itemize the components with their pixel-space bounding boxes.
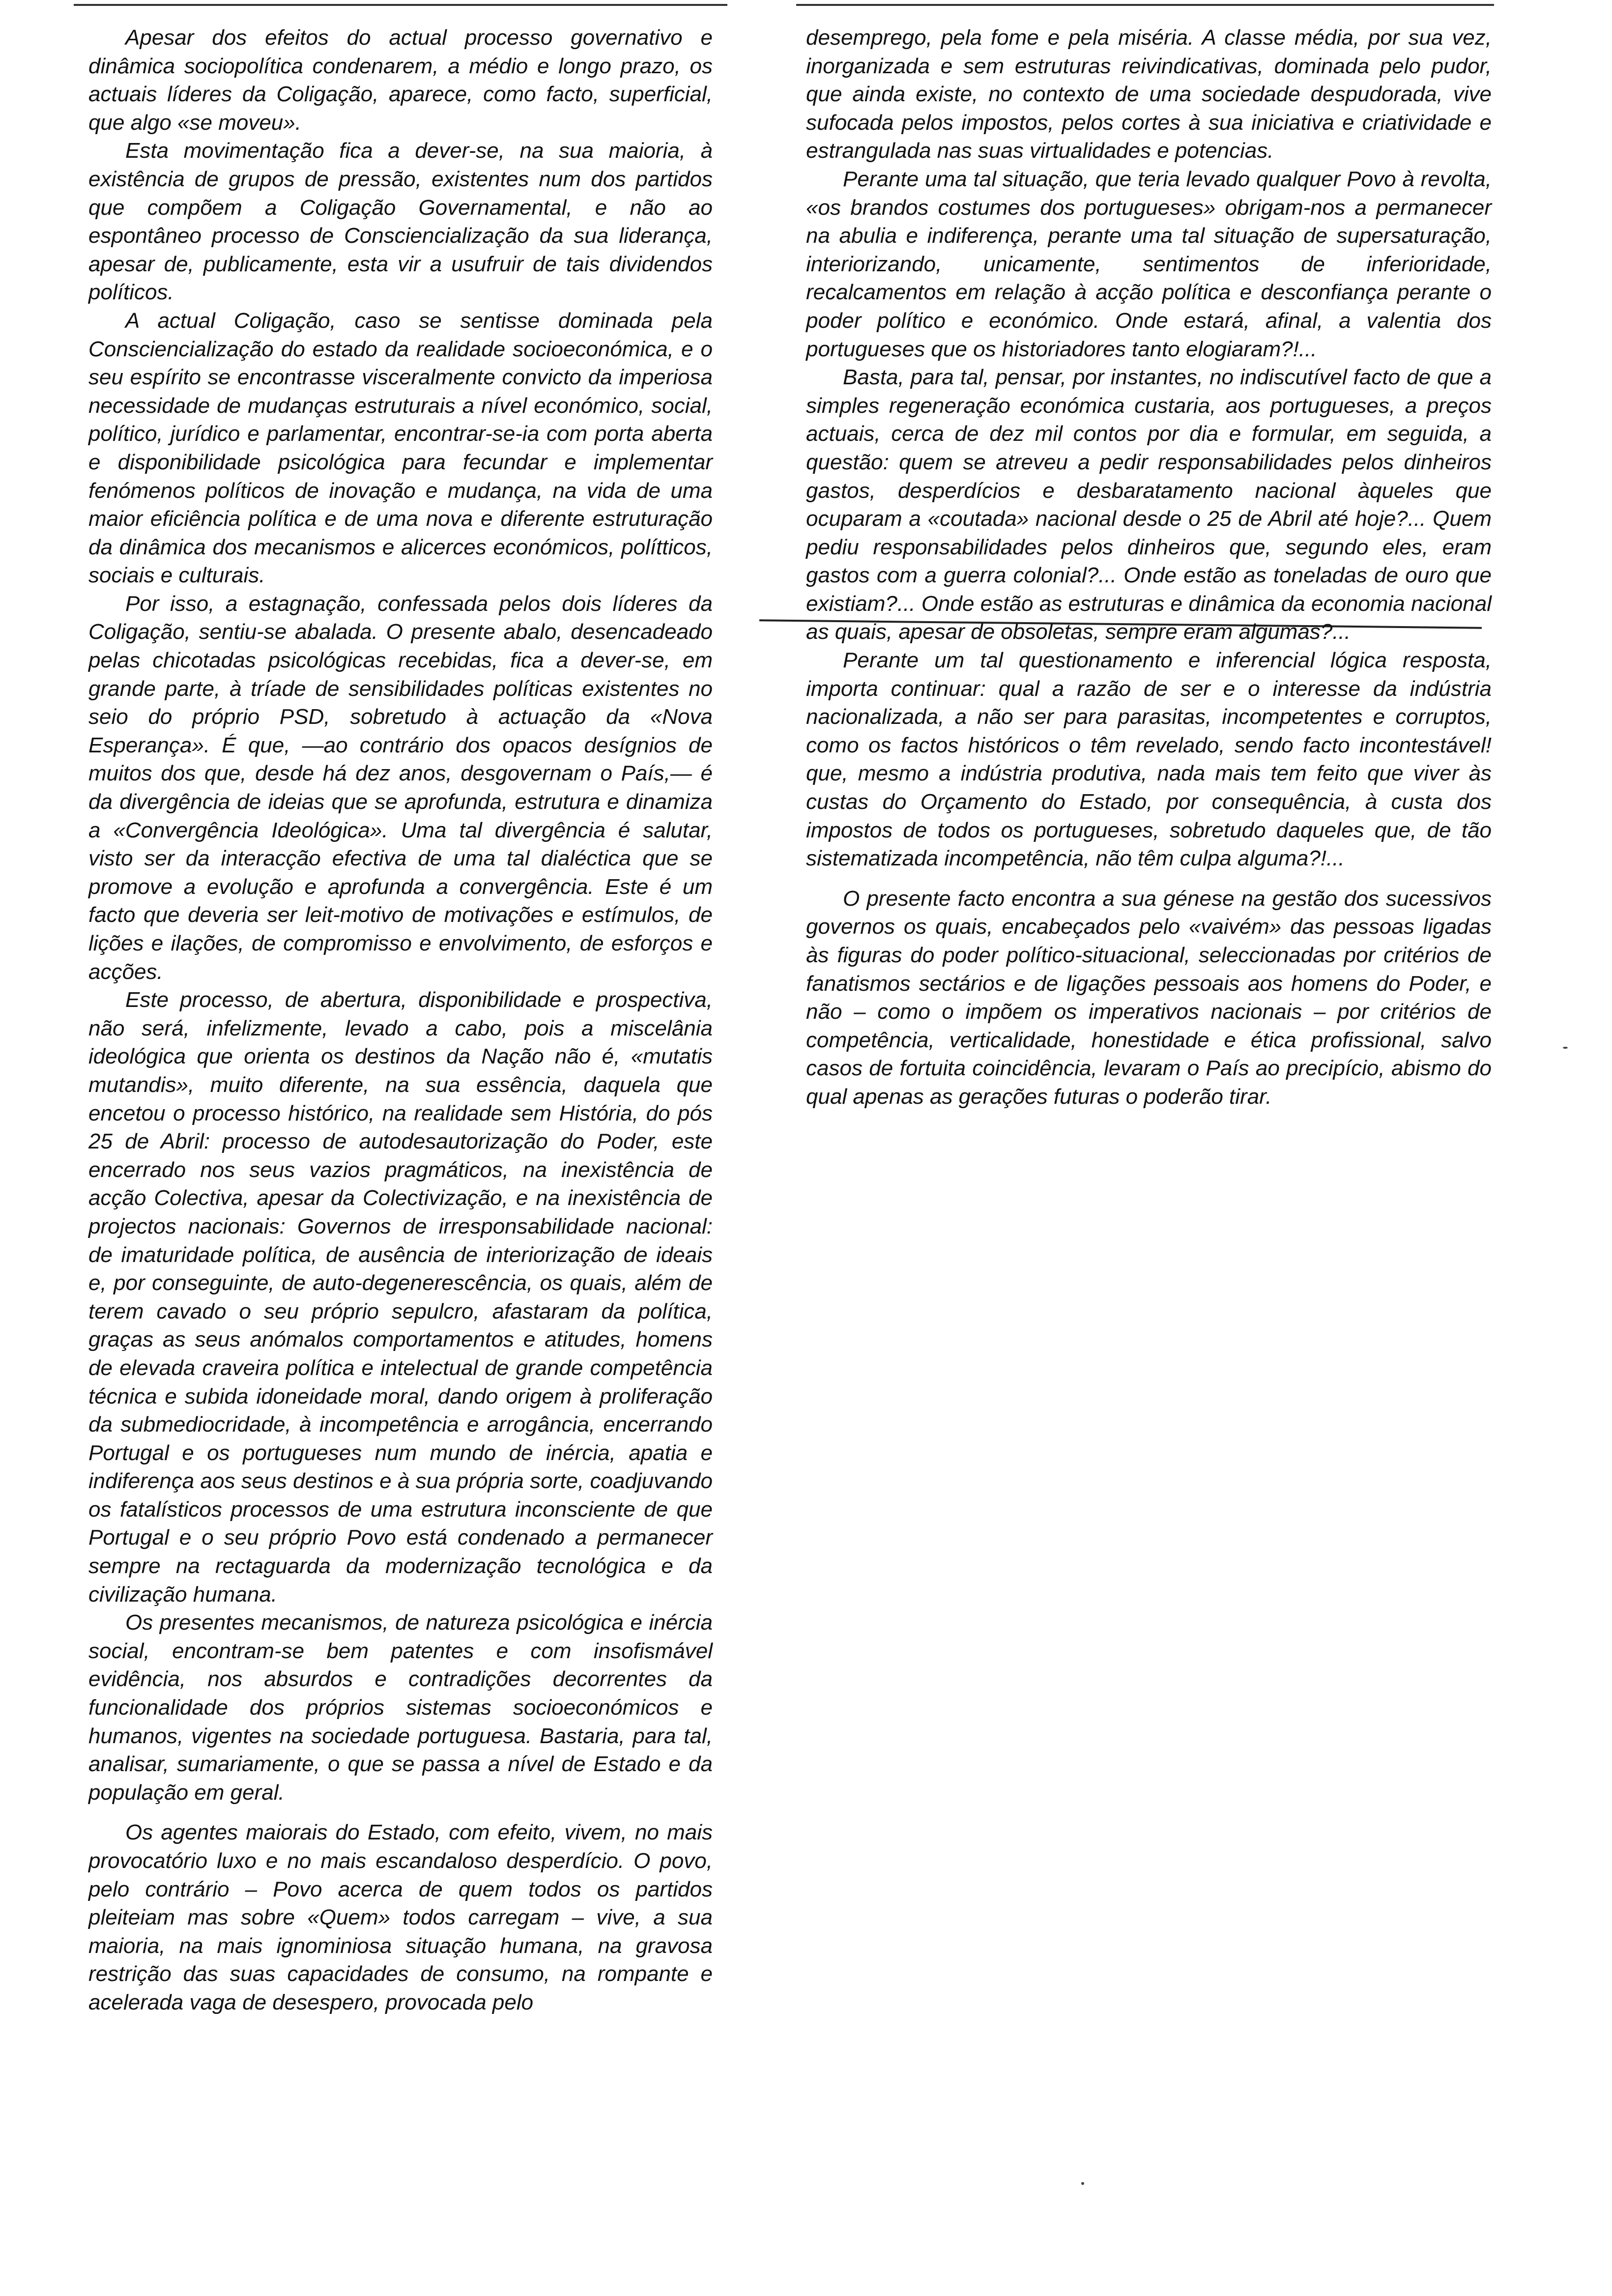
paragraph: Por isso, a estagnação, confessada pelos dois líderes da Coligação, sentiu-se abalada. O presente abalo, desencadeado pelas chicotadas psicológicas recebidas, fica a dever-se, em grande parte, à tríade de sensibilidades políticas existentes no seio do próprio PSD, sobretudo à actuação da «Nova Esperança». É que, —ao contrário dos opacos desígnios de muitos dos que, desde há dez anos, desgovernam o País,— é da divergência de ideias que se aprofunda, estrutura e dinamiza a «Convergência Ideológica». Uma tal divergência é salutar, visto ser da interacção efectiva de uma tal dialéctica que se promove a evolução e aprofunda a convergência. Este é um facto que deveria ser leit-motivo de motivações e estímulos, de lições e ilações, de compromisso e envolvimento, de esforços e acções. — [88, 591, 713, 984]
paragraph: Esta movimentação fica a dever-se, na sua maioria, à existência de grupos de pressão, existentes num dos partidos que compõem a Coligação Governamental, e não ao espontâneo processo de Consciencialização da sua liderança, apesar de, publicamente, esta vir a usufruir de tais dividendos políticos. — [88, 139, 713, 305]
paragraph: Os agentes maiorais do Estado, com efeito, vivem, no mais provocatório luxo e no mais escandaloso desperdício. O povo, pelo contrário – Povo acerca de quem todos os partidos pleiteiam mas sobre «Quem» todos carregam – vive, a sua maioria, na mais ignominiosa situação humana, na gravosa restrição das suas capacidades de consumo, na rompante e acelerada vaga de desespero, provocada pelo — [88, 1820, 713, 2014]
paragraph: O presente facto encontra a sua génese na gestão dos sucessivos governos os quais, encabeçados pelo «vaivém» das pessoas ligadas às figuras do poder político-situacional, seleccionadas por critérios de fanatismos sectários e de ligações pessoais aos homens do Poder, e não – como o impõem os imperativos nacionais – por critérios de competência, verticalidade, honestidade e ética profissional, salvo casos de fortuita coincidência, levaram o País ao precipício, abismo do qual apenas as gerações futuras o poderão tirar. — [806, 886, 1492, 1109]
top-rule-left — [74, 4, 727, 6]
paragraph: Basta, para tal, pensar, por instantes, no indiscutível facto de que a simples regeneração económica custaria, aos portugueses, a preços actuais, cerca de dez mil contos por dia e formular, em seguida, a questão: quem se atreveu a pedir responsabilidades pelos dinheiros gastos, desperdícios e desbaratamento nacional àqueles que ocuparam a «coutada» nacional desde o 25 de Abril até hoje?... Quem pediu responsabilidades pelos dinheiros que, segundo eles, eram gastos com a guerra colonial?... Onde estão as toneladas de ouro que existiam?... Onde estão as estruturas e dinâmica da economia nacional as quais, apesar de obsoletas, sempre eram algumas?... — [806, 365, 1492, 644]
paragraph: Perante uma tal situação, que teria levado qualquer Povo à revolta, «os brandos costumes dos portugueses» obrigam-nos a permanecer na abulia e indiferença, perante uma tal situação de supersaturação, interiorizando, unicamente, sentimentos de inferioridade, recalcamentos em relação à acção política e desconfiança perante o poder político e económico. Onde estará, afinal, a valentia dos portugueses que os historiadores tanto elogiaram?!... — [806, 167, 1492, 361]
right-column — [806, 24, 1492, 1111]
paragraph: Este processo, de abertura, disponibilidade e prospectiva, não será, infelizmente, levado a cabo, pois a miscelânia ideológica que orienta os destinos da Nação não é, «mutatis mutandis», muito diferente, na sua essência, daquela que encetou o processo histórico, na realidade sem História, do pós 25 de Abril: processo de autodesautorização do Poder, este encerrado nos seus vazios pragmáticos, na inexistência de acção Colectiva, apesar da Colectivização, e na inexistência de projectos nacionais: Governos de irresponsabilidade nacional: de imaturidade política, de ausência de interiorização de ideais e, por conseguinte, de auto-degenerescência, os quais, além de terem cavado o seu próprio sepulcro, afastaram da política, graças as seus anómalos comportamentos e atitudes, homens de elevada craveira política e intelectual de grande competência técnica e subida idoneidade moral, dando origem à proliferação da submediocridade, à incompetência e arrogância, encerrando Portugal e os portugueses num mundo de inércia, apatia e indiferença aos seus destinos e à sua própria sorte, coadjuvando os fatalísticos processos de uma estrutura inconsciente de que Portugal e o seu próprio Povo está condenado a permanecer sempre na rectaguarda da modernização tecnológica e da civilização humana. — [88, 988, 713, 1607]
left-column — [88, 24, 713, 2017]
paragraph: Perante um tal questionamento e inferencial lógica resposta, importa continuar: qual a razão de ser e o interesse da indústria nacionalizada, a não ser para parasitas, incompetentes e corruptos, como os factos históricos o têm revelado, sendo facto incontestável! que, mesmo a indústria produtiva, nada mais tem feito que viver às custas do Orçamento do Estado, por consequência, à custa dos impostos de todos os portugueses, sobretudo daqueles que, de tão sistematizada incompetência, não têm culpa alguma?!... — [806, 648, 1492, 871]
paragraph: Os presentes mecanismos, de natureza psicológica e inércia social, encontram-se bem patentes e com insofismável evidência, nos absurdos e contradições decorrentes da funcionalidade dos próprios sistemas socioeconómicos e humanos, vigentes na sociedade portuguesa. Bastaria, para tal, analisar, sumariamente, o que se passa a nível de Estado e da população em geral. — [88, 1610, 713, 1805]
paragraph: A actual Coligação, caso se sentisse dominada pela Consciencialização do estado da realidade socioeconómica, e o seu espírito se encontrasse visceralmente convicto da imperiosa necessidade de mudanças estruturais a nível económico, social, político, jurídico e parlamentar, encontrar-se-ia com porta aberta e disponibilidade psicológica para fecundar e implementar fenómenos políticos de inovação e mudança, na vida de uma maior eficiência política e de uma nova e diferente estruturação da dinâmica dos mecanismos e alicerces económicos, polítticos, sociais e culturais. — [88, 308, 713, 588]
paragraph: desemprego, pela fome e pela miséria. A classe média, por sua vez, inorganizada e sem estruturas reivindicativas, dominada pelo pudor, que ainda existe, no contexto de uma sociedade despudorada, vive sufocada pelos impostos, pelos cortes à sua iniciativa e criatividade e estrangulada nas suas virtualidades e potencias. — [806, 26, 1492, 163]
paragraph: Apesar dos efeitos do actual processo governativo e dinâmica sociopolítica condenarem, a médio e longo prazo, os actuais líderes da Coligação, aparece, como facto, superficial, que algo «se moveu». — [88, 26, 713, 135]
scan-speck — [1563, 1047, 1568, 1049]
top-rule-right — [796, 4, 1494, 6]
scan-speck — [1081, 2182, 1084, 2185]
